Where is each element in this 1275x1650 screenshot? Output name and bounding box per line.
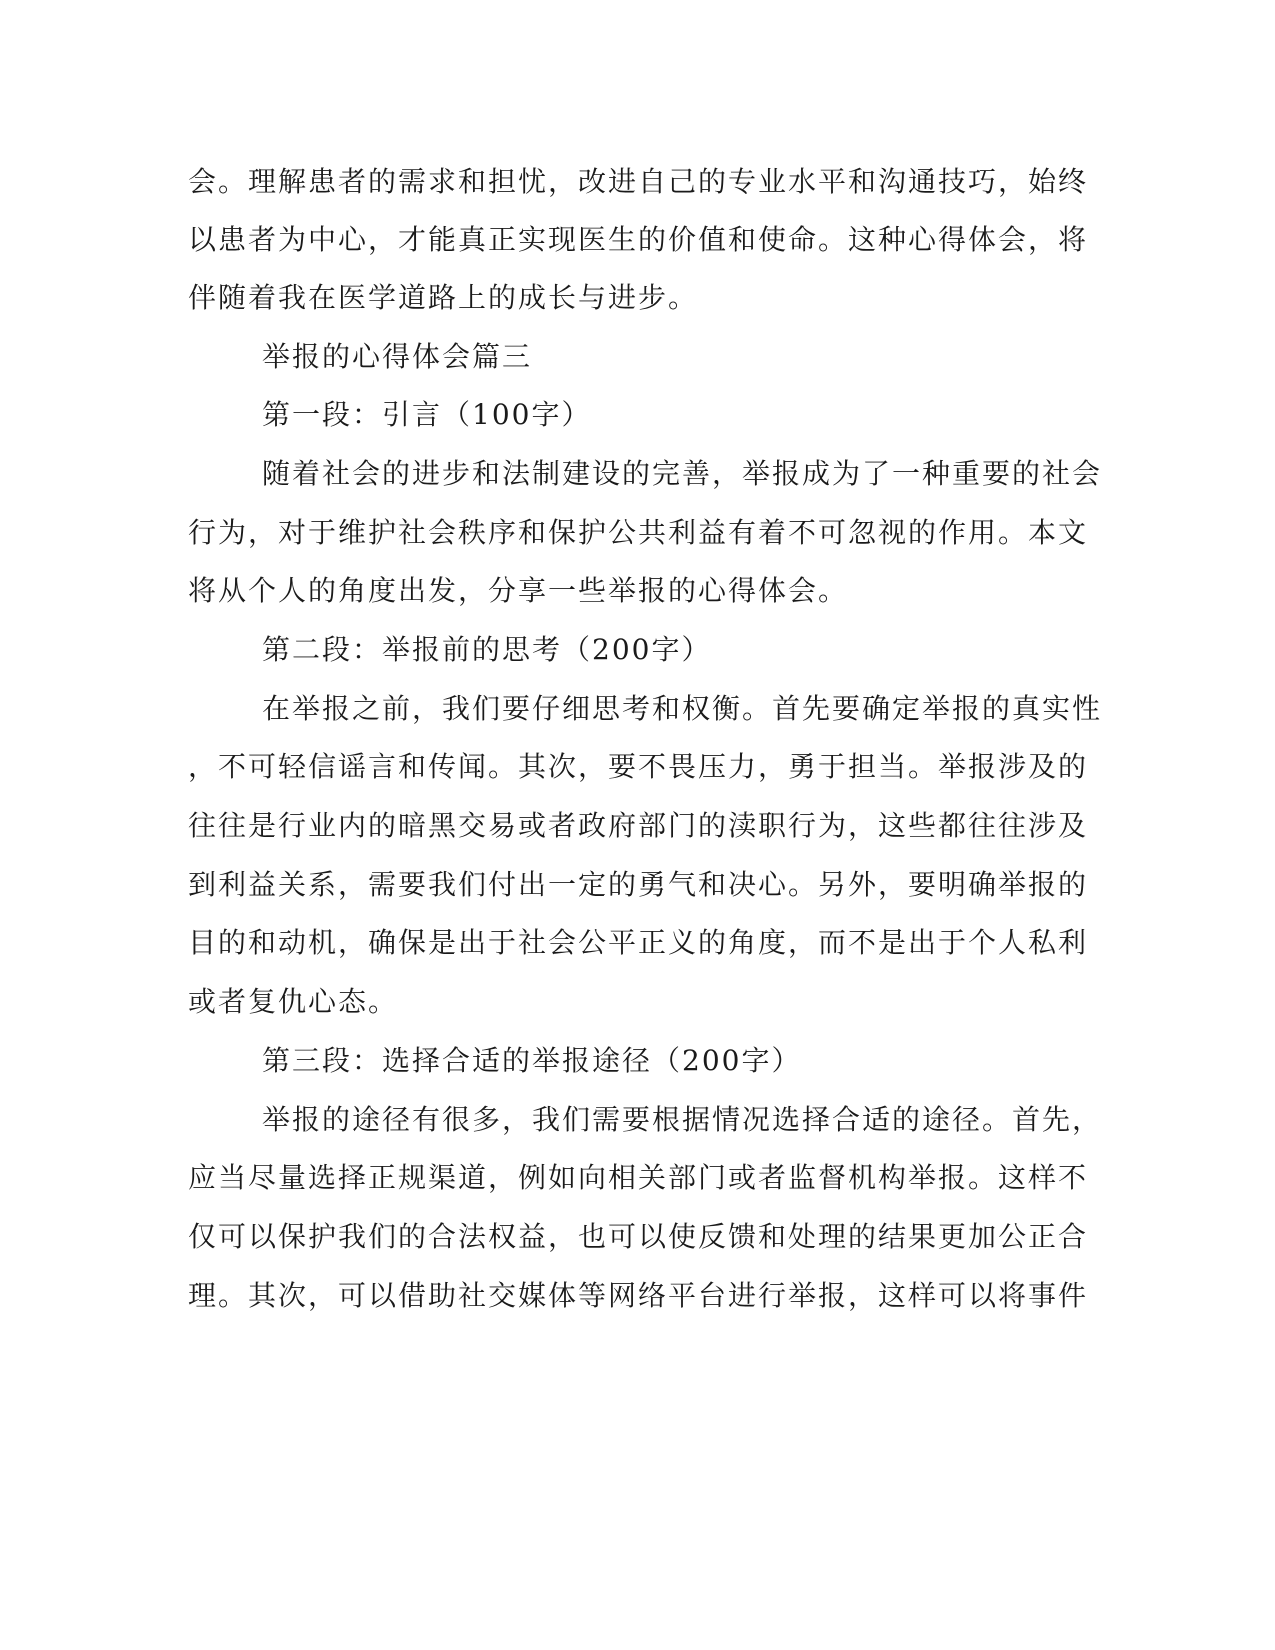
text-line: 伴随着我在医学道路上的成长与进步。 [188, 281, 699, 314]
text-line: 行为，对于维护社会秩序和保护公共利益有着不可忽视的作用。本文 [188, 516, 1089, 549]
text-line: 随着社会的进步和法制建设的完善，举报成为了一种重要的社会 [262, 457, 1103, 490]
text-line: 仅可以保护我们的合法权益，也可以使反馈和处理的结果更加公正合 [188, 1220, 1089, 1253]
text-line: 或者复仇心态。 [188, 985, 399, 1018]
text-line: 将从个人的角度出发，分享一些举报的心得体会。 [188, 574, 849, 607]
text-line: 举报的途径有很多，我们需要根据情况选择合适的途径。首先， [262, 1103, 1103, 1136]
paragraph-heading: 第三段：选择合适的举报途径（200字） [262, 1044, 802, 1077]
text-line: 理。其次，可以借助社交媒体等网络平台进行举报，这样可以将事件 [188, 1279, 1089, 1312]
text-line: 以患者为中心，才能真正实现医生的价值和使命。这种心得体会，将 [188, 223, 1089, 256]
text-line: ，不可轻信谣言和传闻。其次，要不畏压力，勇于担当。举报涉及的 [188, 750, 1089, 783]
text-line: 在举报之前，我们要仔细思考和权衡。首先要确定举报的真实性 [262, 692, 1103, 725]
text-line: 往往是行业内的暗黑交易或者政府部门的渎职行为，这些都往往涉及 [188, 809, 1089, 842]
paragraph-heading: 第二段：举报前的思考（200字） [262, 633, 712, 666]
text-line: 应当尽量选择正规渠道，例如向相关部门或者监督机构举报。这样不 [188, 1161, 1089, 1194]
text-line: 目的和动机，确保是出于社会公平正义的角度，而不是出于个人私利 [188, 926, 1089, 959]
text-line: 到利益关系，需要我们付出一定的勇气和决心。另外，要明确举报的 [188, 868, 1089, 901]
paragraph-heading: 第一段：引言（100字） [262, 398, 592, 431]
text-line: 会。理解患者的需求和担忧，改进自己的专业水平和沟通技巧，始终 [188, 165, 1089, 198]
section-heading: 举报的心得体会篇三 [262, 340, 533, 373]
